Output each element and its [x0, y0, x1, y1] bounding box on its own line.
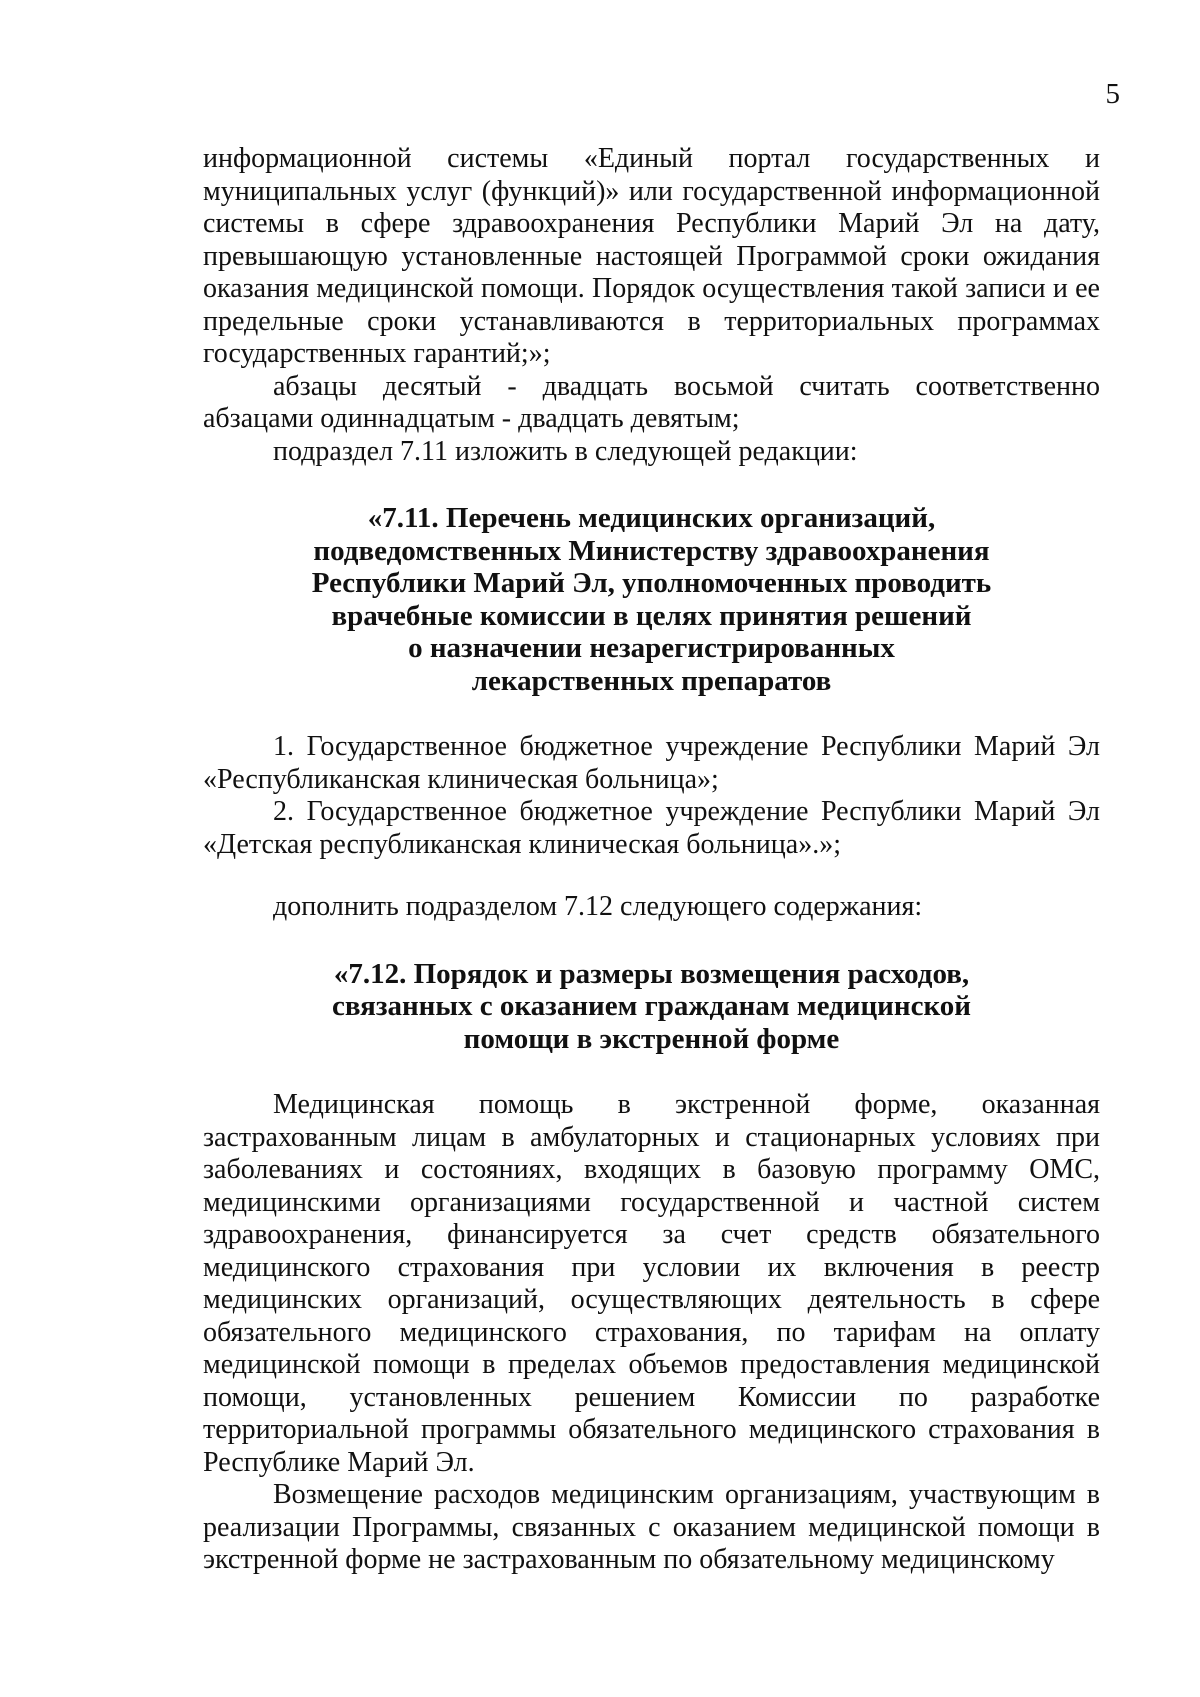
paragraph-instruction-7-12: дополнить подразделом 7.12 следующего содержания: [273, 891, 923, 922]
heading-line: Республики Марий Эл, уполномоченных проводить [311, 567, 992, 599]
page-number: 5 [1105, 78, 1120, 110]
paragraph-renumber: абзацы десятый - двадцать восьмой считать соответственно абзацами одиннадцатым - двадцать девятым; [203, 370, 1100, 434]
paragraph-reimbursement: Возмещение расходов медицинским организациям, участвующим в реализации Программы, связанных с оказанием медицинской помощи в экстренной форме не застрахованным по обязательному медицинскому [203, 1479, 1100, 1575]
document-body [203, 143, 1100, 1577]
heading-line: лекарственных препаратов [471, 664, 832, 697]
heading-line: врачебные комиссии в целях принятия решений [331, 599, 972, 632]
list-item: 2. Государственное бюджетное учреждение Республики Марий Эл «Детская республиканская клиническая больница».»; [203, 796, 1100, 860]
heading-line: о назначении незарегистрированных [408, 632, 895, 664]
list-item: 1. Государственное бюджетное учреждение Республики Марий Эл «Республиканская клиническая больница»; [203, 731, 1100, 795]
paragraph-continuation: информационной системы «Единый портал государственных и муниципальных услуг (функций)» или государственной информационной системы в сфере здравоохранения Республики Марий Эл на дату, превышающую установленные настоящей Программой сроки ожидания оказания медицинской помощи. Порядок осуществления такой записи и ее предельные сроки устанавливаются в территориальных программах государственных гарантий;»; [203, 143, 1100, 369]
paragraph-instruction-7-11: подраздел 7.11 изложить в следующей редакции: [273, 435, 858, 467]
section-heading-7-12 [203, 958, 1100, 1056]
heading-line: помощи в экстренной форме [463, 1022, 840, 1055]
heading-line: связанных с оказанием гражданам медицинской [331, 990, 971, 1022]
section-heading-7-11 [203, 502, 1100, 697]
paragraph-emergency-care: Медицинская помощь в экстренной форме, оказанная застрахованным лицам в амбулаторных и стационарных условиях при заболеваниях и состояниях, входящих в базовую программу ОМС, медицинскими организациями государственной и частной систем здравоохранения, финансируется за счет средств обязательного медицинского страхования при условии их включения в реестр медицинских организаций, осуществляющих деятельность в сфере обязательного медицинского страхования, по тарифам на оплату медицинской помощи в пределах объемов предоставления медицинской помощи, установленных решением Комиссии по разработке территориальной программы обязательного медицинского страхования в Республике Марий Эл. [203, 1089, 1100, 1478]
heading-line: «7.11. Перечень медицинских организаций, [367, 502, 936, 534]
heading-line: «7.12. Порядок и размеры возмещения расходов, [333, 957, 970, 990]
heading-line: подведомственных Министерству здравоохранения [313, 534, 990, 567]
